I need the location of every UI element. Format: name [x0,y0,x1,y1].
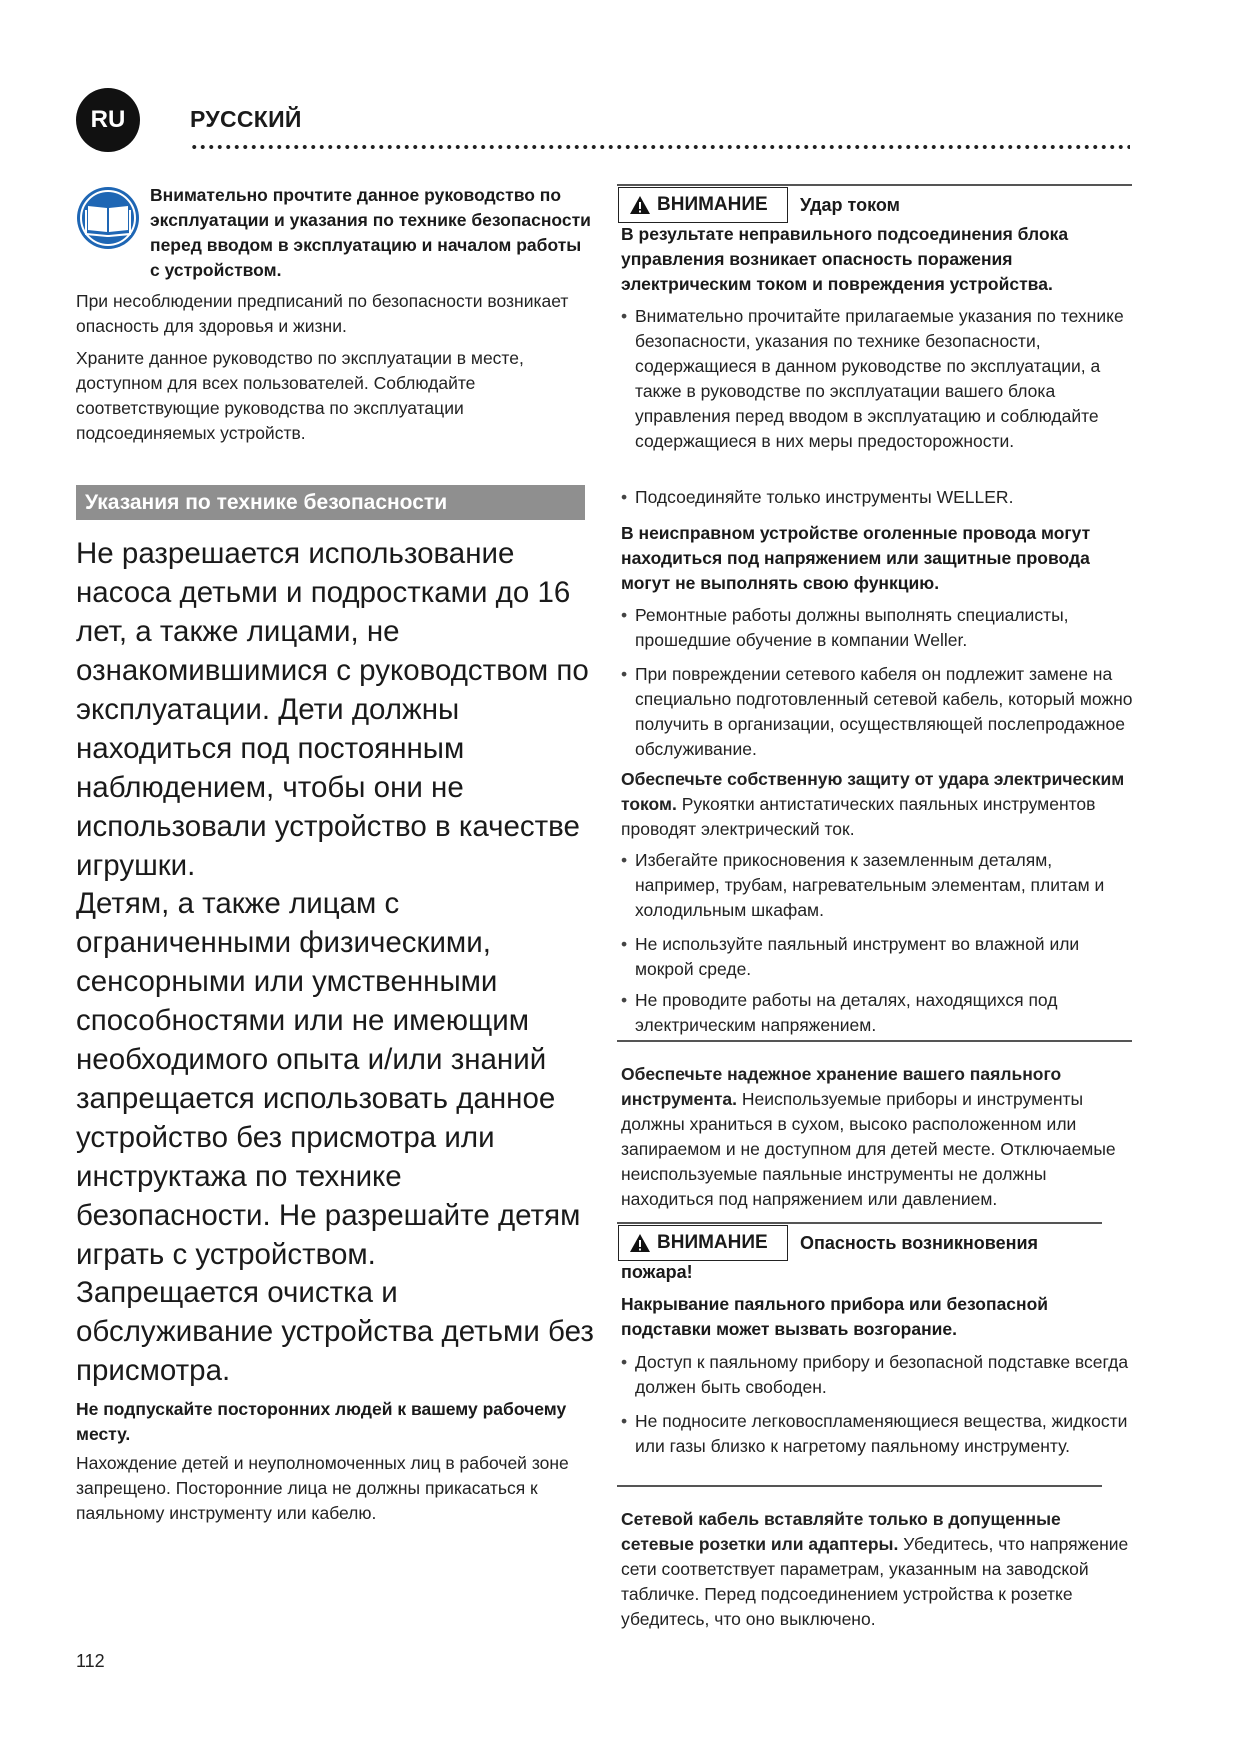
dotted-divider [190,144,1130,150]
read-manual-icon [76,186,140,250]
list-item: • Подсоединяйте только инструменты WELLER. [621,485,1136,510]
list-item: • При повреждении сетевого кабеля он подлежит замене на специально подготовленный сетевой кабель, который можно получить в организации, осуществляющей послепродажное обслуживание. [621,662,1136,762]
safety-paragraph: При несоблюдении предписаний по безопасности возникает опасность для здоровья и жизни. [76,291,569,336]
list-item: • Внимательно прочитайте прилагаемые указания по технике безопасности, указания по технике безопасности, содержащиеся в данном руководстве по эксплуатации, а также в руководстве по эксплуатации вашего блока управления перед вводом в эксплуатацию и соблюдайте содержащиеся в них меры предосторожности. [621,304,1136,454]
children-warning-text: Не разрешается использование насоса детьми и подростками до 16 лет, а также лицами, не ознакомившимися с руководством по эксплуатации. Дети должны находиться под постоянным наблюдением, чтобы они не использовали устройство в качестве игрушки. [76,537,589,882]
intro-warning: Внимательно прочтите данное руководство по эксплуатации и указания по технике безопасности перед вводом в эксплуатацию и началом работы с устройством. [150,185,591,280]
divider-line [617,184,1132,186]
workplace-heading: Не подпускайте посторонних людей к вашему рабочему месту. [76,1399,567,1444]
page-number: 112 [76,1651,105,1671]
warning-heading: В результате неправильного подсоединения блока управления возникает опасность поражения электрическим током и повреждения устройства. [621,224,1069,294]
warning-label-box [618,187,788,223]
cable-heading: Сетевой кабель вставляйте только в допущенные сетевые розетки или адаптеры. [621,1509,1061,1554]
list-item: • Не проводите работы на деталях, находящихся под электрическим напряжением. [621,988,1136,1038]
divider-line [617,1040,1132,1042]
divider-line [617,1485,1102,1487]
list-item: • Не подносите легковоспламеняющиеся вещества, жидкости или газы близко к нагретому паяльному инструменту. [621,1409,1136,1459]
disability-warning-text: Детям, а также лицам с ограниченными физическими, сенсорными или умственными способностями или не имеющим необходимого опыта и/или знаний запрещается использовать данное устройство без присмотра или инструктажа по технике безопасности. Не разрешайте детям играть с устройством. [76,887,581,1271]
list-item: • Ремонтные работы должны выполнять специалисты, прошедшие обучение в компании Weller. [621,603,1136,653]
list-item: • Избегайте прикосновения к заземленным деталям, например, трубам, нагревательным элементам, плитам и холодильным шкафам. [621,848,1136,923]
protection-text: Рукоятки антистатических паяльных инструментов проводят электрический ток. [621,794,1096,839]
storage-heading: Обеспечьте надежное хранение вашего паяльного инструмента. [621,1064,1062,1109]
warning-subject: Удар током [800,195,900,215]
cable-paragraph [621,1507,1136,1632]
storage-warning-paragraph [621,1062,1136,1212]
warning-subject: Опасность возникновения [800,1233,1039,1253]
language-badge: RU [76,88,140,152]
cleaning-warning-text: Запрещается очистка и обслуживание устройства детьми без присмотра. [76,1276,594,1387]
warning-label: ВНИМАНИЕ [657,1232,768,1253]
protection-paragraph [621,767,1136,842]
divider-line [617,1222,1102,1224]
protection-heading: Обеспечьте собственную защиту от удара электрическим током. [621,769,1125,814]
list-item: • Доступ к паяльному прибору и безопасной подставке всегда должен быть свободен. [621,1350,1136,1400]
storage-paragraph: Храните данное руководство по эксплуатации в месте, доступном для всех пользователей. Соблюдайте соответствующие руководства по эксплуатации подсоединяемых устройств. [76,348,524,443]
warning-triangle-icon [629,1233,651,1253]
section-title: Указания по технике безопасности [76,485,585,520]
warning-label-box [618,1225,788,1261]
warning-heading: Накрывание паяльного прибора или безопасной подставки может вызвать возгорание. [621,1294,1049,1339]
workplace-paragraph: Нахождение детей и неуполномоченных лиц в рабочей зоне запрещено. Посторонние лица не должны прикасаться к паяльному инструменту или кабелю. [76,1453,569,1523]
warning-subject-cont: пожара! [621,1262,693,1282]
list-item: • Не используйте паяльный инструмент во влажной или мокрой среде. [621,932,1136,982]
storage-text: Неиспользуемые приборы и инструменты должны храниться в сухом, высоко расположенном или запираемом и не доступном для детей месте. Отключаемые неиспользуемые паяльные инструменты не должны находиться под напряжением или давлением. [621,1089,1116,1209]
warning-label: ВНИМАНИЕ [657,194,768,215]
warning-heading: В неисправном устройстве оголенные провода могут находиться под напряжением или защитные провода могут не выполнять свою функцию. [621,523,1091,593]
cable-text: Убедитесь, что напряжение сети соответствует параметрам, указанным на заводской табличке. Перед подсоединением устройства к розетке убедитесь, что оно выключено. [621,1534,1129,1629]
language-title: РУССКИЙ [190,106,302,132]
warning-triangle-icon [629,195,651,215]
